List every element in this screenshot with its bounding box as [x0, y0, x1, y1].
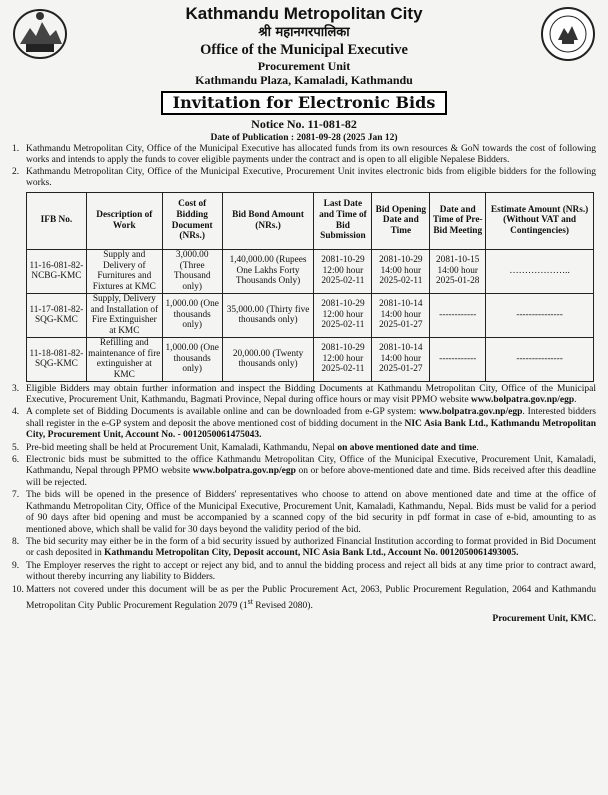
item-text: .: [574, 395, 577, 406]
table-cell: 3,000.00 (Three Thousand only): [162, 249, 222, 293]
superscript: st: [247, 596, 253, 606]
table-cell: ………………..: [486, 249, 594, 293]
notice-number: Notice No. 11-081-82: [251, 117, 357, 131]
table-header-row: [27, 192, 594, 249]
item-text: The bids will be opened in the presence of Bidders' representatives who choose to attend on above mentioned date and time at the office of Kathmandu Metropolitan City, Office of the Municipal Executive, Procurement Unit, Kamaladi, Kathmandu, Nepal. Bids must be valid for a period of 90 days after bid opening and must be accompanied by a scanned copy of the bid security in pdf format in case of e-bid, amounting to as mentioned above, which shall be valid for 30 days beyond the validity period of the bid.: [26, 490, 596, 535]
table-cell: 20,000.00 (Twenty thousands only): [222, 337, 314, 381]
item-number: 9.: [12, 560, 20, 571]
item-5: [12, 443, 596, 454]
office-title: Office of the Municipal Executive: [200, 42, 408, 58]
column-header: Last Date and Time of Bid Submission: [314, 192, 372, 249]
item-text: Electronic bids must be submitted to the office Kathmandu Metropolitan City, Office of the Municipal Executive, Procurement Unit, Kamaladi, Kathmandu, Nepal through PPMO website: [26, 455, 596, 477]
table-cell: 11-16-081-82-NCBG-KMC: [27, 249, 87, 293]
item-10: [12, 585, 596, 613]
table-row: [27, 293, 594, 337]
org-name-nepali: श्री महानगरपालिका: [258, 25, 350, 40]
item-7: [12, 490, 596, 536]
org-name: Kathmandu Metropolitan City: [185, 4, 423, 23]
item-6: [12, 455, 596, 489]
notice-items-continued: [12, 384, 596, 613]
table-cell: 2081-10-14 14:00 hour 2025-01-27: [372, 337, 430, 381]
table-cell: 11-18-081-82-SQG-KMC: [27, 337, 87, 381]
item-emphasis: on above mentioned date and time: [337, 442, 477, 453]
table-cell: Refilling and maintenance of fire extinguisher at KMC: [88, 337, 161, 380]
bid-table: [26, 192, 594, 382]
deposit-account-text: Kathmandu Metropolitan City, Deposit account, NIC Asia Bank Ltd., Account No. 0012050061493005.: [104, 548, 519, 559]
item-text: Kathmandu Metropolitan City, Office of the Municipal Executive, Procurement Unit invites electronic bids from eligible bidders for the following works.: [26, 166, 596, 189]
item-8: [12, 537, 596, 560]
ppmo-website-link[interactable]: www.bolpatra.gov.np/egp: [192, 466, 296, 477]
item-text: Kathmandu Metropolitan City, Office of the Municipal Executive has allocated funds from its own resources & GoN towards the cost of following works and intends to apply the funds to cover eligible payments under the contract and is open to all eligible Nepalese Bidders.: [26, 144, 596, 166]
column-header: Bid Bond Amount (NRs.): [222, 192, 314, 249]
table-cell: ------------: [430, 293, 486, 337]
item-text: A complete set of Bidding Documents is available online and can be downloaded from e-GP system:: [26, 407, 420, 418]
column-header: Description of Work: [86, 192, 162, 249]
item-number: 8.: [12, 536, 20, 547]
unit-title: Procurement Unit: [257, 59, 351, 73]
table-cell: 2081-10-14 14:00 hour 2025-01-27: [372, 293, 430, 337]
column-header: IFB No.: [27, 192, 87, 249]
table-cell: ---------------: [486, 337, 594, 381]
item-text: Matters not covered under this document will be as per the Public Procurement Act, 2063, Public Procurement Regulation, 2064 and Kathmandu Metropolitan City Public Procurement Regulation 2079 (1: [26, 584, 596, 612]
item-number: 1.: [12, 144, 20, 154]
item-number: 3.: [12, 383, 20, 394]
footer-signature: Procurement Unit, KMC.: [492, 613, 596, 624]
ppmo-website-link[interactable]: www.bolpatra.gov.np/egp: [470, 395, 575, 406]
table-cell: 2081-10-15 14:00 hour 2025-01-28: [430, 249, 486, 293]
table-cell: ------------: [430, 337, 486, 381]
item-text: .: [476, 442, 479, 453]
column-header: Estimate Amount (NRs.) (Without VAT and Contingencies): [486, 192, 594, 249]
table-cell: Supply, Delivery and Installation of Fire Extinguisher at KMC: [86, 293, 162, 337]
kmc-emblem-left-icon: [12, 6, 68, 62]
item-text: The bid security may either be in the form of a bid security issued by authorized Financial Institution according to format provided in Bid Document or cash deposited in: [26, 536, 596, 559]
item-2: [12, 167, 596, 190]
address: Kathmandu Plaza, Kamaladi, Kathmandu: [195, 73, 413, 87]
kmc-seal-right-icon: [540, 6, 596, 62]
publication-date: Date of Publication : 2081-09-28 (2025 Jan 12): [210, 133, 398, 143]
item-text: Revised 2080).: [252, 601, 313, 612]
table-cell: ---------------: [486, 293, 594, 337]
egp-website-link[interactable]: www.bolpatra.gov.np/egp: [419, 407, 523, 418]
table-cell: 35,000.00 (Thirty five thousands only): [222, 293, 314, 337]
column-header: Date and Time of Pre-Bid Meeting: [430, 192, 486, 249]
item-number: 5.: [12, 442, 20, 453]
item-number: 10.: [12, 584, 24, 595]
table-cell: 1,000.00 (One thousands only): [162, 337, 222, 381]
item-number: 6.: [12, 455, 20, 466]
table-cell: 11-17-081-82-SQG-KMC: [27, 293, 87, 337]
table-cell: 2081-10-29 12:00 hour 2025-02-11: [314, 293, 372, 337]
notice-items: [12, 144, 596, 190]
item-text: on or before above-mentioned date and time. Bids received after this deadline will be rejected.: [26, 466, 596, 488]
item-9: [12, 561, 596, 584]
item-number: 7.: [12, 490, 20, 501]
item-1: [12, 144, 596, 167]
column-header: Cost of Bidding Document (NRs.): [162, 192, 222, 249]
item-text: Pre-bid meeting shall be held at Procurement Unit, Kamaladi, Kathmandu, Nepal: [26, 442, 338, 453]
table-row: [27, 249, 594, 293]
item-text: The Employer reserves the right to accept or reject any bid, and to annul the bidding process and reject all bids at any time prior to contract award, without thereby incurring any liability to Bidders.: [26, 560, 596, 583]
header: [12, 4, 596, 144]
item-4: [12, 407, 596, 441]
table-cell: 2081-10-29 12:00 hour 2025-02-11: [314, 337, 372, 381]
item-text: . Interested bidders shall register in the e-GP system and deposit the above mentioned cost of bidding document in the: [26, 407, 596, 429]
notice-banner: Invitation for Electronic Bids: [161, 91, 448, 115]
table-cell: 2081-10-29 12:00 hour 2025-02-11: [314, 249, 372, 293]
item-text: Eligible Bidders may obtain further information and inspect the Bidding Documents at Kathmandu Metropolitan City, Office of the Municipal Executive, Procurement Unit, Kathmandu, Bagmati Province, Nepal during office hours or may visit PPMO website: [26, 383, 596, 406]
item-3: [12, 384, 596, 407]
column-header: Bid Opening Date and Time: [372, 192, 430, 249]
item-number: 2.: [12, 166, 20, 177]
table-cell: Supply and Delivery of Furnitures and Fixtures at KMC: [86, 249, 162, 293]
item-number: 4.: [12, 407, 20, 418]
bank-account-text: NIC Asia Bank Ltd., Kathmandu Metropolitan City, Procurement Unit, Account No. - 0012050061475043.: [26, 418, 596, 441]
table-cell: 1,40,000.00 (Rupees One Lakhs Forty Thousands Only): [222, 249, 314, 293]
table-cell: 1,000.00 (One thousands only): [162, 293, 222, 337]
table-cell: 2081-10-29 14:00 hour 2025-02-11: [372, 249, 430, 293]
table-row: [27, 337, 594, 381]
